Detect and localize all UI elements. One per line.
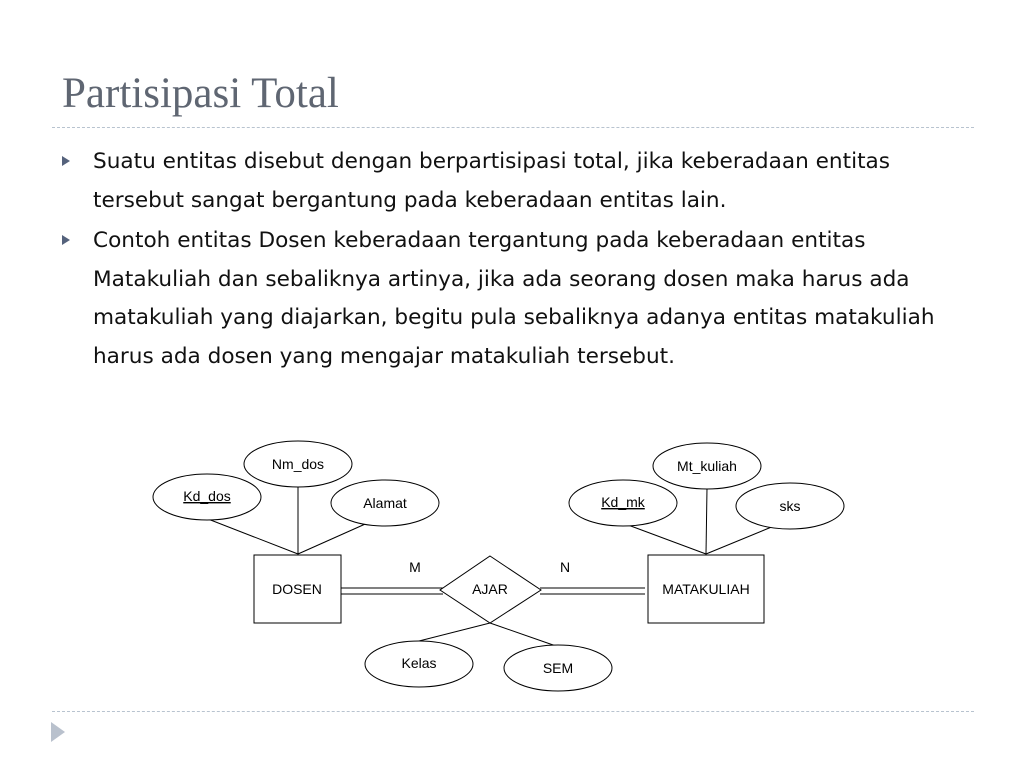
footer-divider: [52, 711, 974, 712]
connector-line: [706, 488, 707, 554]
attr-kd-mk-label: Kd_mk: [601, 494, 645, 510]
bullet-text: Suatu entitas disebut dengan berpartisipasi total, jika keberadaan entitas tersebut sangat bergantung pada keberadaan entitas lain.: [93, 149, 891, 213]
attr-nm-dos-label: Nm_dos: [271, 456, 325, 472]
connector-line: [298, 521, 372, 554]
attr-sks-label: sks: [779, 498, 801, 514]
connector-line: [208, 519, 298, 554]
entity-matakuliah-label: MATAKULIAH: [662, 581, 750, 597]
attr-sem-label: SEM: [542, 660, 574, 676]
slide-title: Partisipasi Total: [62, 70, 339, 117]
entity-dosen-label: DOSEN: [272, 581, 322, 597]
cardinality-n-label: N: [559, 559, 571, 575]
connector-line: [490, 623, 556, 646]
bullet-text: Contoh entitas Dosen keberadaan tergantung pada keberadaan entitas Matakuliah dan sebaliknya artinya, jika ada seorang dosen maka harus ada matakuliah yang diajarkan, begitu pula sebaliknya adanya entitas matakuliah harus ada dosen yang mengajar matakuliah tersebut.: [93, 228, 935, 369]
cardinality-m-label: M: [409, 559, 421, 575]
connector-line: [419, 623, 490, 641]
attr-kelas-label: Kelas: [401, 655, 437, 671]
connector-line: [620, 522, 706, 554]
attr-mt-kuliah-label: Mt_kuliah: [677, 458, 737, 474]
next-slide-triangle-icon: [51, 722, 65, 742]
attr-alamat-label: Alamat: [363, 495, 407, 511]
attr-kd-dos-label: Kd_dos: [183, 488, 231, 504]
relationship-ajar-label: AJAR: [472, 581, 508, 597]
connector-line: [706, 526, 774, 554]
